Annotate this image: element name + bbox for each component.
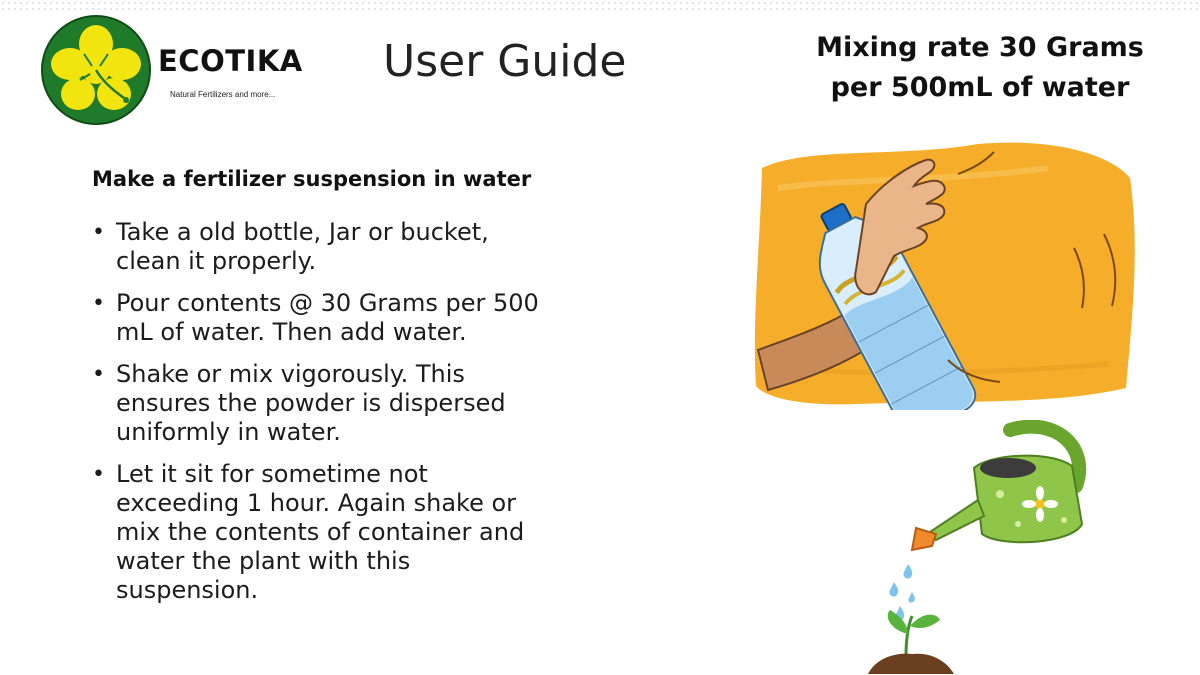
mixing-rate-line-1: Mixing rate 30 Grams — [816, 32, 1144, 63]
instruction-step — [92, 218, 592, 276]
seedling-icon — [868, 610, 954, 674]
ecotika-logo — [40, 14, 152, 126]
instruction-step-line: Shake or mix vigorously. This — [116, 360, 465, 388]
instruction-step-line: mix the contents of container and — [116, 518, 525, 546]
mixing-rate-line-2: per 500mL of water — [830, 72, 1130, 103]
instruction-step-line: exceeding 1 hour. Again shake or — [116, 489, 517, 517]
instruction-list — [92, 218, 592, 618]
hand-shaking-bottle-illustration — [748, 138, 1138, 410]
instruction-step — [92, 460, 592, 605]
instruction-step-line: uniformly in water. — [116, 418, 341, 446]
page-title: User Guide — [383, 36, 627, 87]
instruction-step-line: ensures the powder is dispersed — [116, 389, 506, 417]
water-drops-icon — [889, 564, 914, 621]
instruction-step-line: mL of water. Then add water. — [116, 318, 467, 346]
instruction-step — [92, 360, 592, 447]
instruction-step-line: clean it properly. — [116, 247, 317, 275]
brand-name: ECOTIKA — [158, 44, 303, 78]
bullet-icon: • — [92, 291, 105, 316]
brand-tagline: Natural Fertilizers and more... — [170, 90, 276, 99]
watering-can-seedling-illustration — [850, 420, 1110, 675]
bullet-icon: • — [92, 462, 105, 487]
mixing-rate-callout — [790, 28, 1170, 108]
instruction-step-line: Let it sit for sometime not — [116, 460, 428, 488]
bullet-icon: • — [92, 220, 105, 245]
watering-can-icon — [912, 427, 1082, 550]
instruction-step-line: Take a old bottle, Jar or bucket, — [116, 218, 489, 246]
bullet-icon: • — [92, 362, 105, 387]
instruction-step-line: suspension. — [116, 576, 259, 604]
instruction-step-line: Pour contents @ 30 Grams per 500 — [116, 289, 539, 317]
instruction-step — [92, 289, 592, 347]
section-heading: Make a fertilizer suspension in water — [92, 167, 532, 191]
instruction-step-line: water the plant with this — [116, 547, 411, 575]
top-dotted-border — [0, 0, 1200, 14]
